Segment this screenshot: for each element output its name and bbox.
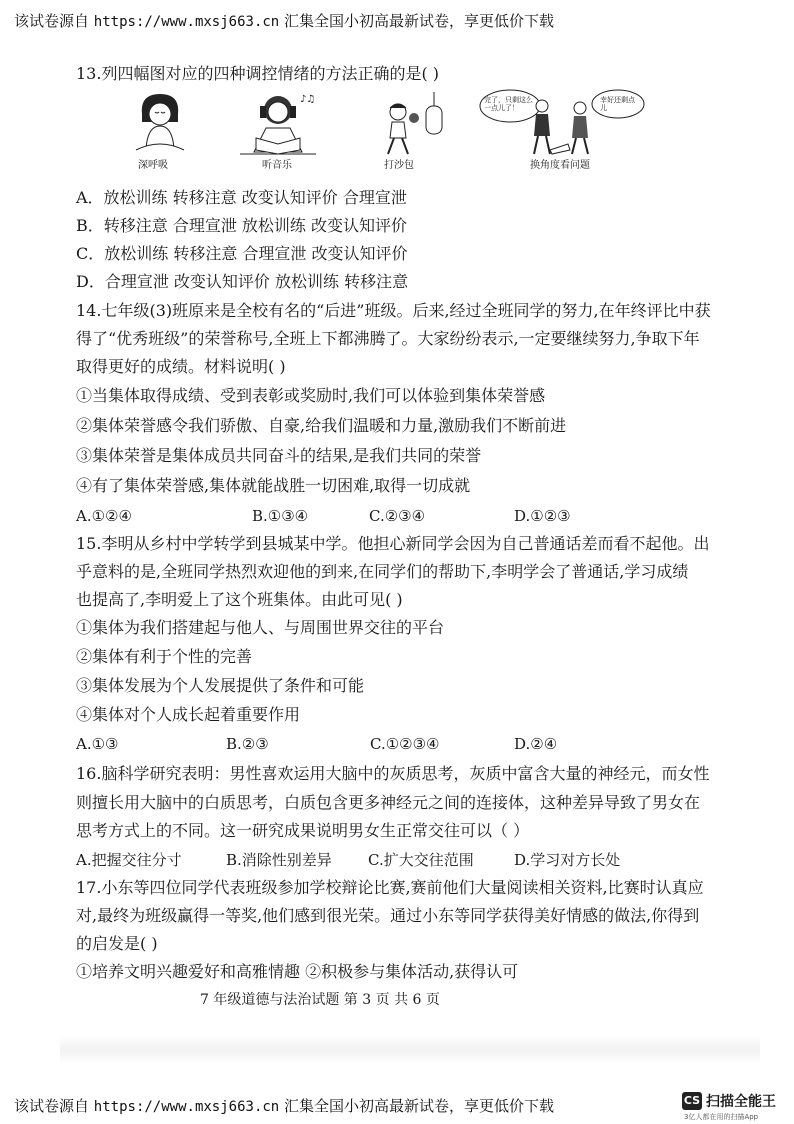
q16-option-a: A.把握交往分寸 [76, 851, 182, 869]
caption-change-perspective: 换角度看问题 [530, 160, 590, 171]
q16-option-d: D.学习对方长处 [514, 851, 621, 869]
q15-item-1: ①集体为我们搭建起与他人、与周围世界交往的平台 [76, 618, 445, 637]
banner-url-bottom[interactable]: https://www.mxsj663.cn [93, 1099, 280, 1115]
q14-item-3: ③集体荣誉是集体成员共同奋斗的结果,是我们共同的荣誉 [76, 446, 482, 465]
q16-option-c: C.扩大交往范围 [368, 851, 474, 869]
figure-listen-music [236, 92, 320, 160]
banner-suffix-bottom: 汇集全国小初高最新试卷，享更低价下载 [284, 1097, 555, 1115]
q15-option-b: B.②③ [226, 735, 269, 753]
q14-line-3: 取得更好的成绩。材料说明( ) [76, 357, 286, 376]
q15-option-c: C.①②③④ [370, 735, 440, 753]
q15-option-a: A.①③ [76, 735, 119, 753]
q16-line-1: 16.脑科学研究表明：男性喜欢运用大脑中的灰质思考，灰质中富含大量的神经元，而女性 [76, 764, 710, 783]
logo-name: 扫描全能王 [706, 1094, 776, 1110]
q17-line-4: ①培养文明兴趣爱好和高雅情趣 ②积极参与集体活动,获得认可 [76, 962, 519, 981]
q14-line-2: 得了“优秀班级”的荣誉称号,全班上下都沸腾了。大家纷纷表示,一定要继续努力,争取下年 [76, 329, 700, 348]
q13-option-d: D．合理宣泄 改变认知评价 放松训练 转移注意 [76, 272, 409, 291]
speech-bubble-1: 完了，只剩这么一点儿了！ [484, 96, 533, 112]
q15-line-3: 也提高了,李明爱上了这个班集体。由此可见( ) [76, 590, 403, 609]
q13-stem: 13.列四幅图对应的四种调控情绪的方法正确的是( ) [76, 64, 440, 83]
q16-line-2: 则擅长用大脑中的白质思考，白质包含更多神经元之间的连接体，这种差异导致了男女在 [76, 793, 701, 812]
q17-line-1: 17.小东等四位同学代表班级参加学校辩论比赛,赛前他们大量阅读相关资料,比赛时认真应 [76, 878, 704, 897]
girl-headphones-illustration [236, 92, 320, 156]
q14-line-1: 14.七年级(3)班原来是全校有名的“后进”班级。后来,经过全班同学的努力,在年终评比中获 [76, 301, 711, 320]
q13-option-c: C．放松训练 转移注意 合理宣泄 改变认知评价 [76, 244, 408, 263]
boy-boxing-illustration [376, 92, 446, 156]
logo-subtitle: 3亿人都在用的扫描App [684, 1113, 759, 1121]
girl-meditating-illustration [128, 92, 192, 152]
q16-option-b: B.消除性别差异 [226, 851, 332, 869]
q14-item-2: ②集体荣誉感令我们骄傲、自豪,给我们温暖和力量,激励我们不断前进 [76, 416, 567, 435]
cs-badge-icon: CS [682, 1092, 702, 1110]
q14-item-4: ④有了集体荣誉感,集体就能战胜一切困难,取得一切成就 [76, 476, 471, 495]
q14-option-c: C.②③④ [369, 507, 426, 525]
banner-prefix: 该试卷源自 [14, 12, 90, 30]
q14-option-b: B.①③④ [252, 507, 309, 525]
q15-line-2: 乎意料的是,全班同学热烈欢迎他的到来,在同学们的帮助下,李明学会了普通话,学习成绩 [76, 562, 689, 581]
q14-option-a: A.①②④ [76, 507, 132, 525]
q14-item-1: ①当集体取得成绩、受到表彰或奖励时,我们可以体验到集体荣誉感 [76, 386, 546, 405]
caption-listen-music: 听音乐 [262, 160, 292, 171]
banner-prefix-bottom: 该试卷源自 [14, 1097, 90, 1115]
q15-option-d: D.②④ [514, 735, 558, 753]
q17-line-3: 的启发是( ) [76, 934, 158, 953]
bottom-banner [14, 1095, 554, 1116]
q16-line-3: 思考方式上的不同。这一研究成果说明男女生正常交往可以（ ） [76, 821, 530, 840]
figure-deep-breath [128, 92, 192, 156]
speech-bubble-2: 幸好还剩点儿 [600, 96, 635, 112]
q13-option-a: A．放松训练 转移注意 改变认知评价 合理宣泄 [76, 188, 407, 207]
banner-url[interactable]: https://www.mxsj663.cn [93, 14, 280, 30]
top-banner [14, 10, 554, 31]
q14-option-d: D.①②③ [514, 507, 571, 525]
caption-deep-breath: 深呼吸 [138, 160, 168, 171]
q13-option-b: B．转移注意 合理宣泄 放松训练 改变认知评价 [76, 216, 408, 235]
scan-shadow [60, 1035, 760, 1065]
caption-punching-bag: 打沙包 [384, 160, 414, 171]
svg-text:♪♫: ♪♫ [300, 94, 316, 105]
q15-item-4: ④集体对个人成长起着重要作用 [76, 705, 301, 724]
page-footer: 7 年级道德与法治试题 第 3 页 共 6 页 [200, 992, 440, 1008]
camscanner-logo [682, 1088, 794, 1124]
q15-line-1: 15.李明从乡村中学转学到县城某中学。他担心新同学会因为自己普通话差而看不起他。出 [76, 534, 710, 553]
figure-punching-bag [376, 92, 446, 160]
q15-item-2: ②集体有利于个性的完善 [76, 647, 253, 666]
banner-suffix: 汇集全国小初高最新试卷，享更低价下载 [284, 12, 555, 30]
q15-item-3: ③集体发展为个人发展提供了条件和可能 [76, 676, 365, 695]
q17-line-2: 对,最终为班级赢得一等奖,他们感到很光荣。通过小东等同学获得美好情感的做法,你得到 [76, 906, 700, 925]
